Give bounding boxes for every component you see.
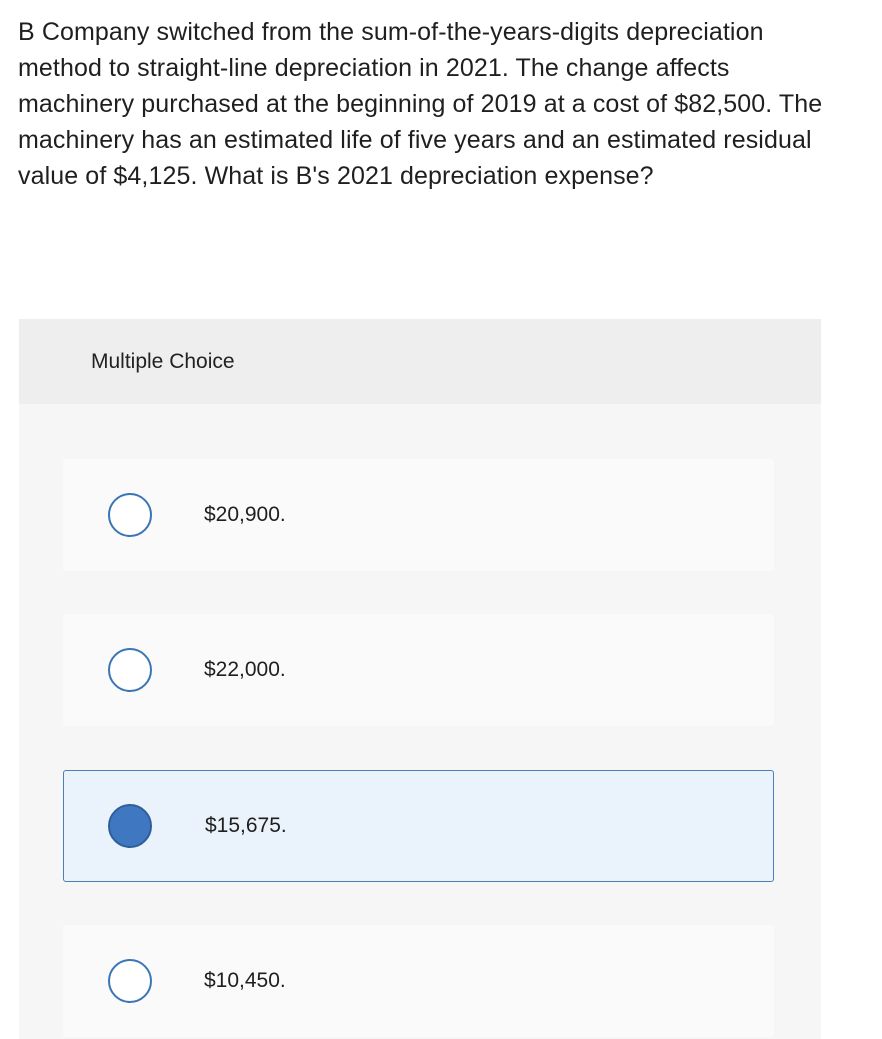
radio-button-icon[interactable]	[108, 493, 152, 537]
choice-label: $15,675.	[205, 814, 287, 837]
question-text: B Company switched from the sum-of-the-years-digits depreciation method to straight-line depreciation in 2021. The change affects machinery purchased at the beginning of 2019 at a cost of $82,500. The machinery has an estimated life of five years and an estimated residual value of $4,125. What is B's 2021 depreciation expense?	[18, 18, 823, 190]
multiple-choice-title: Multiple Choice	[91, 350, 235, 373]
choice-option-3[interactable]	[63, 770, 774, 882]
choice-label: $10,450.	[204, 969, 286, 992]
radio-button-icon[interactable]	[108, 648, 152, 692]
choice-label: $22,000.	[204, 658, 286, 681]
choice-label: $20,900.	[204, 503, 286, 526]
choice-option-1[interactable]	[63, 459, 774, 571]
multiple-choice-header	[19, 319, 821, 404]
choice-option-4[interactable]	[63, 925, 774, 1037]
radio-button-icon[interactable]	[108, 959, 152, 1003]
choice-option-2[interactable]	[63, 614, 774, 726]
radio-button-selected-icon[interactable]	[108, 804, 152, 848]
multiple-choice-panel	[19, 319, 821, 1039]
